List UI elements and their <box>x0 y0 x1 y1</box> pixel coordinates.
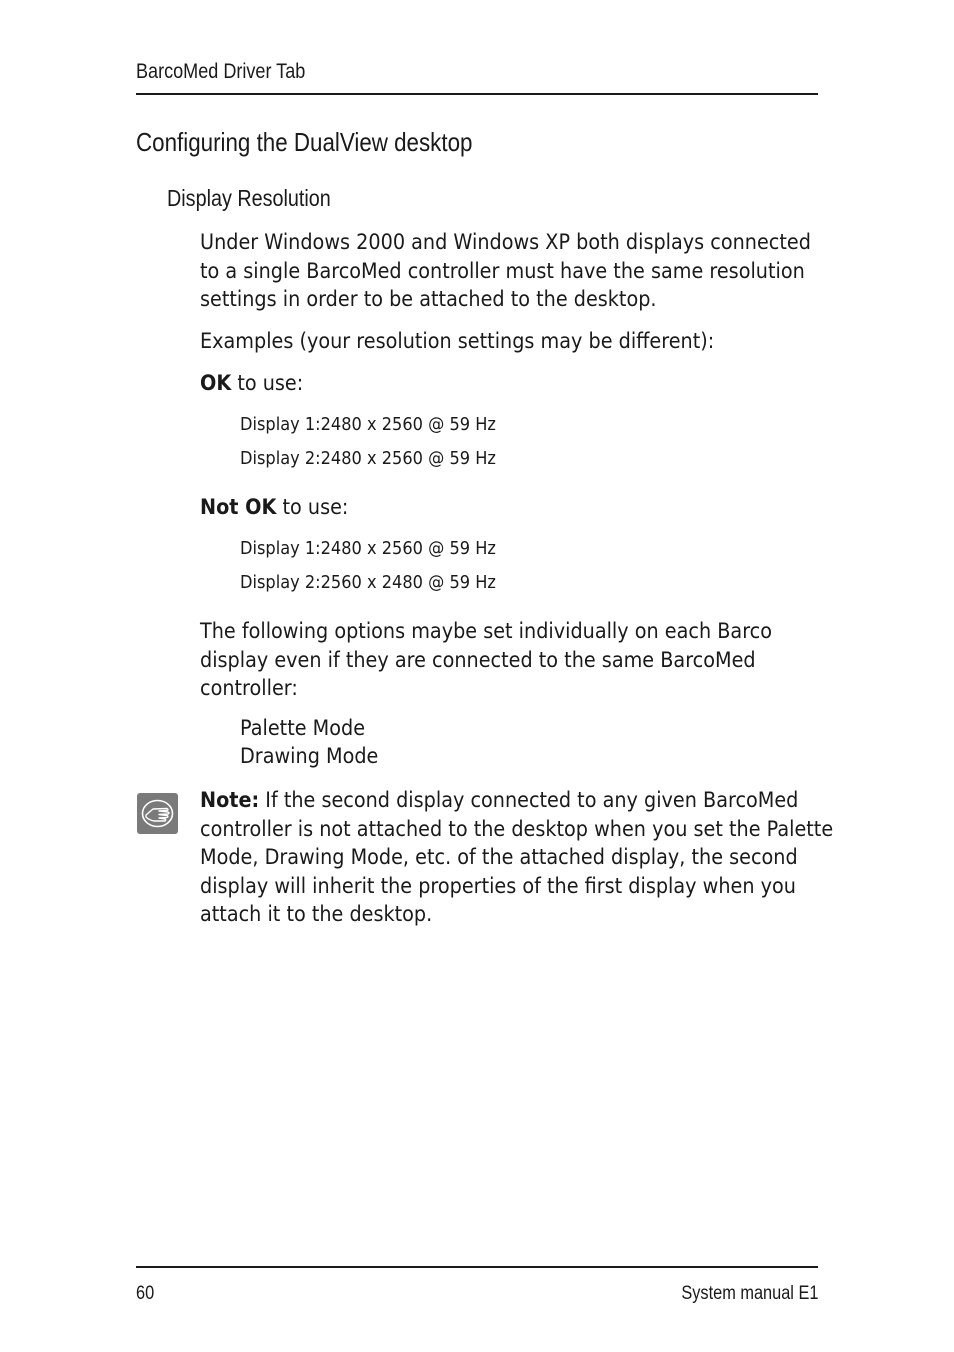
intro-paragraph <box>200 228 811 314</box>
ok-display-2: Display 2:2480 x 2560 @ 59 Hz <box>240 448 496 469</box>
examples-paragraph: Examples (your resolution settings may be different): <box>200 329 715 353</box>
section-title: Configuring the DualView desktop <box>136 127 473 157</box>
intro-line: to a single BarcoMed controller must have the same resolution <box>200 258 805 283</box>
options-line: controller: <box>200 676 298 700</box>
manual-name: System manual E1 <box>680 1283 818 1304</box>
page-number: 60 <box>136 1283 155 1304</box>
options-line: display even if they are connected to the same BarcoMed <box>200 647 756 672</box>
drawing-mode-item: Drawing Mode <box>240 744 379 768</box>
notok-display-2: Display 2:2560 x 2480 @ 59 Hz <box>240 572 496 593</box>
note-first-line <box>200 786 833 815</box>
subsection-title: Display Resolution <box>167 185 331 211</box>
ok-suffix: to use: <box>231 371 304 395</box>
ok-heading <box>200 369 303 398</box>
note-line: display will inherit the properties of the first display when you <box>200 873 796 898</box>
intro-line: Under Windows 2000 and Windows XP both displays connected <box>200 230 811 254</box>
ok-display-1: Display 1:2480 x 2560 @ 59 Hz <box>240 414 496 435</box>
pointing-hand-icon <box>137 793 178 834</box>
notok-heading <box>200 493 348 522</box>
note-label: Note: <box>200 788 260 812</box>
note-line: controller is not attached to the desktop when you set the Palette <box>200 816 834 841</box>
footer-rule <box>136 1266 818 1268</box>
note-line: Mode, Drawing Mode, etc. of the attached display, the second <box>200 845 798 869</box>
options-line: The following options maybe set individually on each Barco <box>200 619 773 643</box>
note-first-line-text: If the second display connected to any given BarcoMed <box>259 788 799 812</box>
palette-mode-item: Palette Mode <box>240 716 366 740</box>
ok-label: OK <box>200 371 232 395</box>
notok-label: Not OK <box>200 495 277 519</box>
intro-line: settings in order to be attached to the desktop. <box>200 287 657 311</box>
notok-suffix: to use: <box>276 495 349 519</box>
options-paragraph <box>200 617 772 703</box>
running-header: BarcoMed Driver Tab <box>136 60 306 83</box>
notok-display-1: Display 1:2480 x 2560 @ 59 Hz <box>240 538 496 559</box>
note-paragraph <box>200 786 833 929</box>
note-line: attach it to the desktop. <box>200 902 433 926</box>
header-rule <box>136 93 818 95</box>
